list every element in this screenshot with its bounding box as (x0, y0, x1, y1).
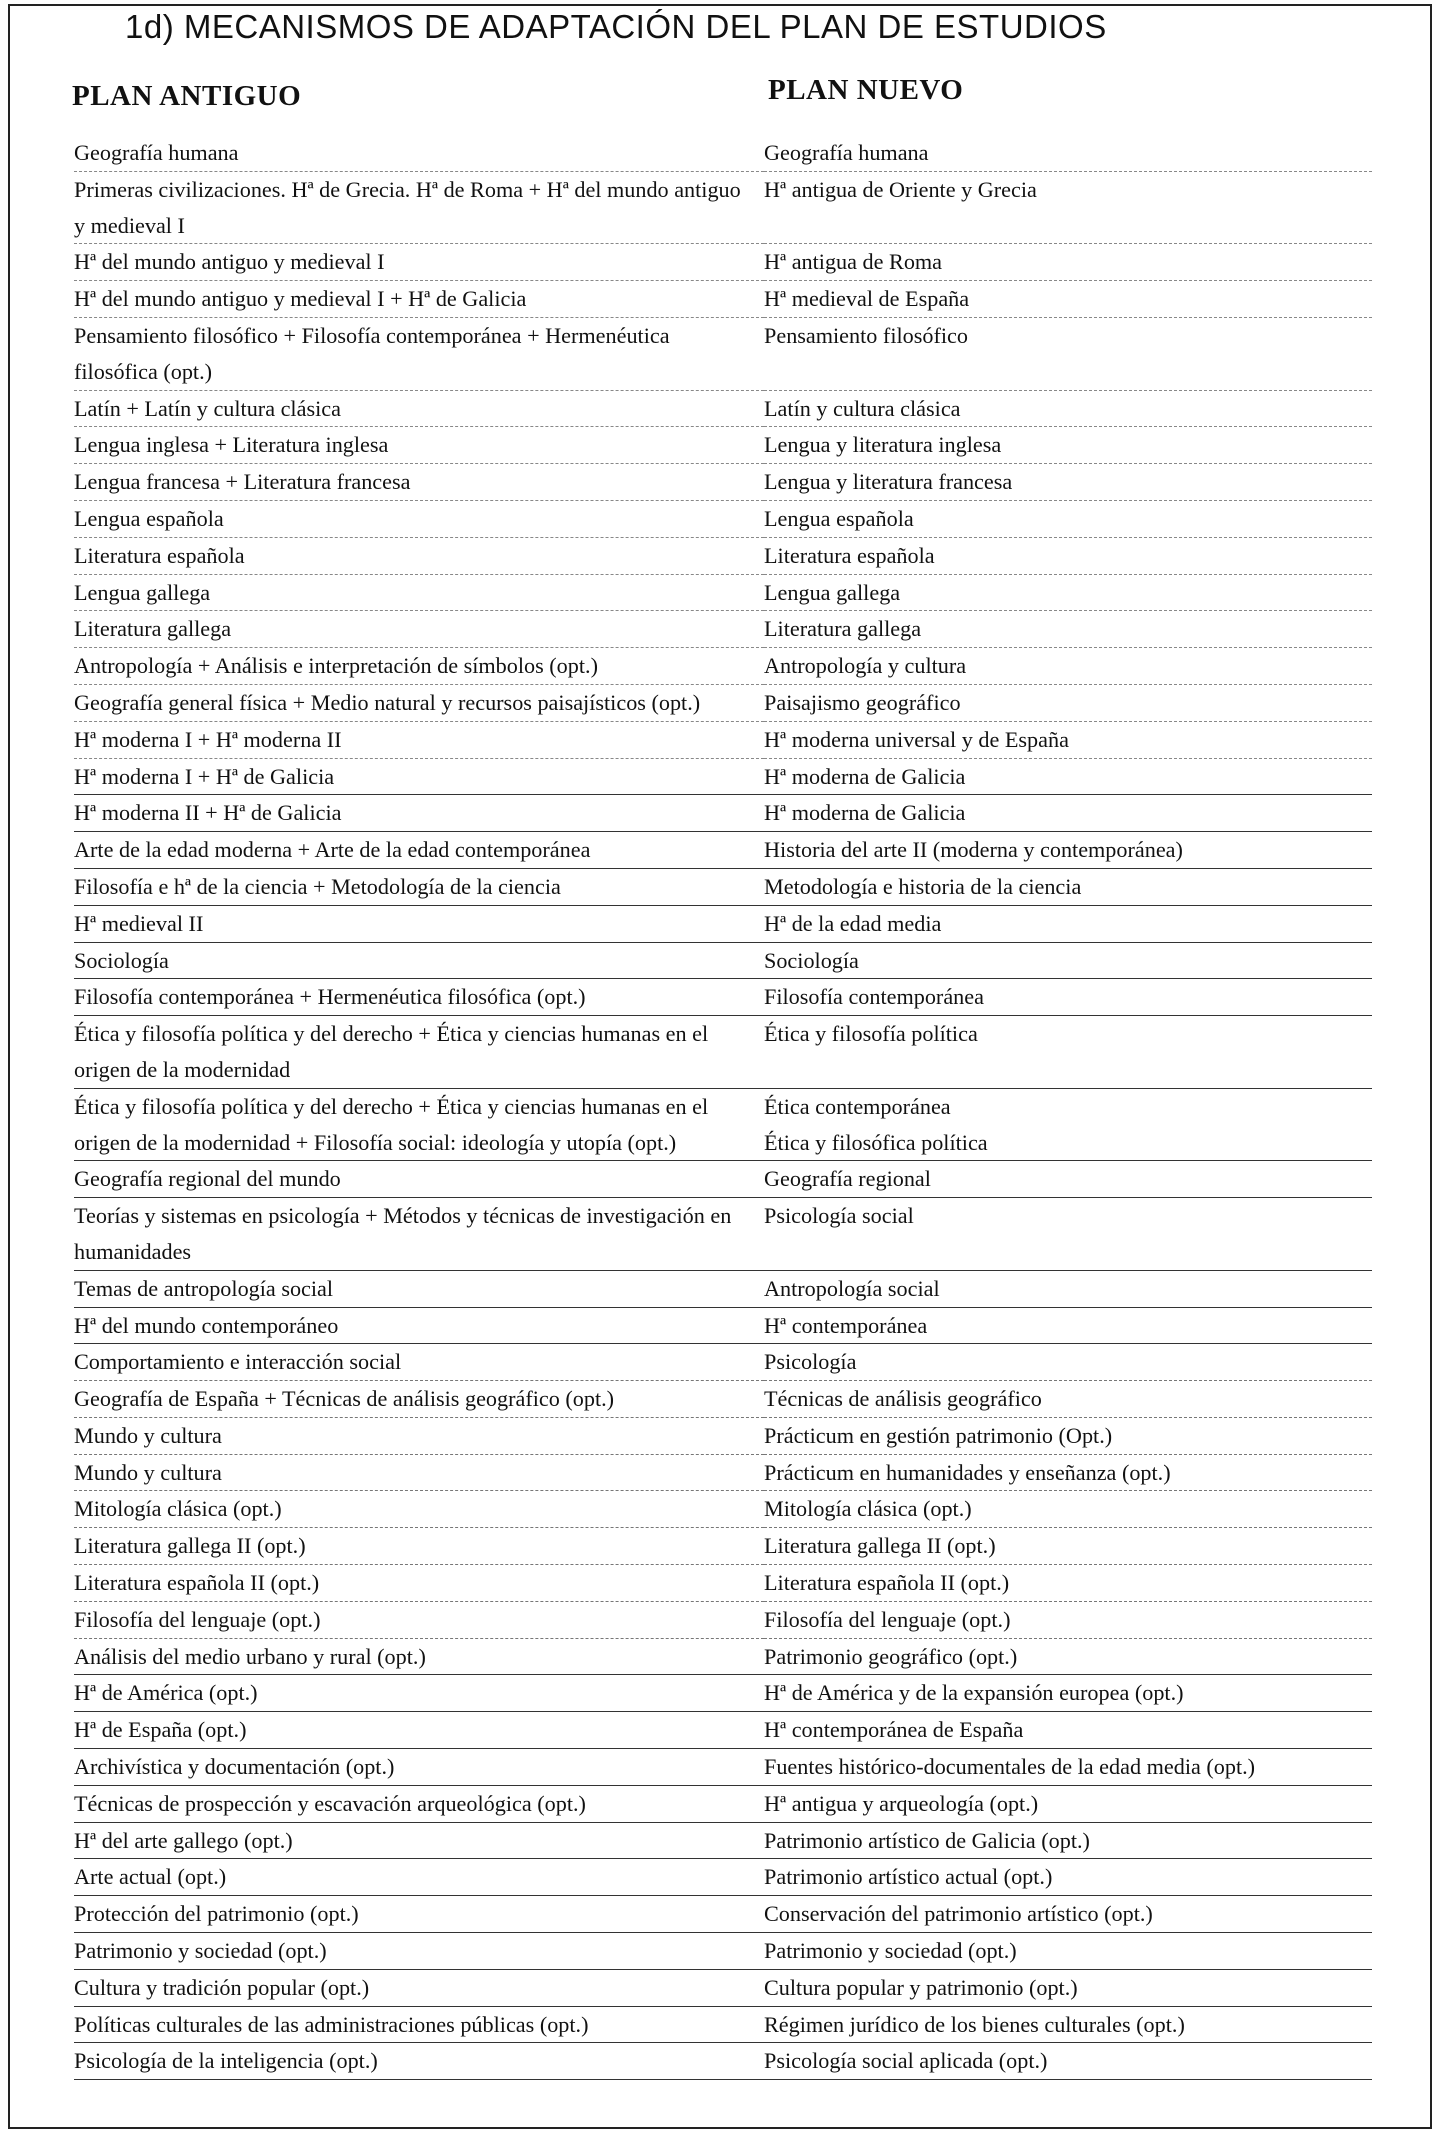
old-plan-subject: Teorías y sistemas en psicología + Métodos y técnicas de investigación en humanidades (74, 1198, 764, 1271)
new-plan-subject: Prácticum en gestión patrimonio (Opt.) (764, 1418, 1372, 1455)
new-plan-subject: Latín y cultura clásica (764, 391, 1372, 428)
old-plan-subject: Técnicas de prospección y escavación arqueológica (opt.) (74, 1786, 764, 1823)
old-plan-subject: Temas de antropología social (74, 1271, 764, 1308)
old-plan-subject: Pensamiento filosófico + Filosofía contemporánea + Hermenéutica filosófica (opt.) (74, 318, 764, 391)
new-plan-subject: Cultura popular y patrimonio (opt.) (764, 1970, 1372, 2007)
table-row (74, 1786, 1372, 1823)
new-plan-subject: Hª de América y de la expansión europea (opt.) (764, 1675, 1372, 1712)
table-row (74, 1089, 1372, 1162)
old-plan-subject: Políticas culturales de las administraciones públicas (opt.) (74, 2007, 764, 2044)
new-plan-subject: Lengua española (764, 501, 1372, 538)
new-plan-subject: Paisajismo geográfico (764, 685, 1372, 722)
table-row (74, 943, 1372, 980)
new-plan-subject: Historia del arte II (moderna y contemporánea) (764, 832, 1372, 869)
table-row (74, 1271, 1372, 1308)
old-plan-subject: Hª del mundo antiguo y medieval I + Hª de Galicia (74, 281, 764, 318)
old-plan-subject: Filosofía contemporánea + Hermenéutica filosófica (opt.) (74, 979, 764, 1016)
old-plan-subject: Literatura española (74, 538, 764, 575)
table-row (74, 1344, 1372, 1381)
table-row (74, 1161, 1372, 1198)
old-plan-subject: Ética y filosofía política y del derecho + Ética y ciencias humanas en el origen de la modernidad (74, 1016, 764, 1089)
old-plan-subject: Hª medieval II (74, 906, 764, 943)
old-plan-subject: Literatura española II (opt.) (74, 1565, 764, 1602)
new-plan-subject: Filosofía contemporánea (764, 979, 1372, 1016)
new-plan-subject: Régimen jurídico de los bienes culturales (opt.) (764, 2007, 1372, 2044)
table-row (74, 1970, 1372, 2007)
new-plan-subject: Hª antigua de Oriente y Grecia (764, 172, 1372, 245)
old-plan-subject: Protección del patrimonio (opt.) (74, 1896, 764, 1933)
table-row (74, 685, 1372, 722)
old-plan-subject: Hª del mundo contemporáneo (74, 1308, 764, 1345)
old-plan-subject: Filosofía e hª de la ciencia + Metodología de la ciencia (74, 869, 764, 906)
equivalence-table (74, 135, 1372, 2080)
old-plan-subject: Lengua francesa + Literatura francesa (74, 464, 764, 501)
table-row (74, 2043, 1372, 2080)
old-plan-subject: Primeras civilizaciones. Hª de Grecia. Hª de Roma + Hª del mundo antiguo y medieval I (74, 172, 764, 245)
new-plan-subject: Prácticum en humanidades y enseñanza (opt.) (764, 1455, 1372, 1492)
table-row (74, 1675, 1372, 1712)
old-plan-subject: Mundo y cultura (74, 1455, 764, 1492)
table-row (74, 1823, 1372, 1860)
new-plan-subject: Ética contemporánea Ética y filosófica política (764, 1089, 1372, 1162)
old-plan-subject: Geografía regional del mundo (74, 1161, 764, 1198)
old-plan-subject: Comportamiento e interacción social (74, 1344, 764, 1381)
old-plan-subject: Hª moderna I + Hª moderna II (74, 722, 764, 759)
new-plan-subject: Antropología y cultura (764, 648, 1372, 685)
table-row (74, 1712, 1372, 1749)
table-row (74, 832, 1372, 869)
new-plan-subject: Literatura española II (opt.) (764, 1565, 1372, 1602)
table-row (74, 1491, 1372, 1528)
document-title: 1d) MECANISMOS DE ADAPTACIÓN DEL PLAN DE ESTUDIOS (125, 8, 1107, 45)
new-plan-subject: Metodología e historia de la ciencia (764, 869, 1372, 906)
table-row (74, 1528, 1372, 1565)
new-plan-subject: Hª moderna de Galicia (764, 795, 1372, 832)
old-plan-subject: Hª del mundo antiguo y medieval I (74, 244, 764, 281)
table-row (74, 244, 1372, 281)
plan-antiguo-heading: PLAN ANTIGUO (72, 80, 302, 112)
new-plan-subject: Patrimonio artístico de Galicia (opt.) (764, 1823, 1372, 1860)
table-row (74, 464, 1372, 501)
new-plan-subject: Pensamiento filosófico (764, 318, 1372, 391)
new-plan-subject: Lengua y literatura francesa (764, 464, 1372, 501)
old-plan-subject: Filosofía del lenguaje (opt.) (74, 1602, 764, 1639)
new-plan-subject: Hª moderna de Galicia (764, 759, 1372, 796)
table-row (74, 759, 1372, 796)
table-row (74, 1198, 1372, 1271)
new-plan-subject: Mitología clásica (opt.) (764, 1491, 1372, 1528)
new-plan-subject: Hª moderna universal y de España (764, 722, 1372, 759)
table-row (74, 501, 1372, 538)
old-plan-subject: Mundo y cultura (74, 1418, 764, 1455)
new-plan-subject: Hª contemporánea de España (764, 1712, 1372, 1749)
old-plan-subject: Lengua española (74, 501, 764, 538)
old-plan-subject: Antropología + Análisis e interpretación de símbolos (opt.) (74, 648, 764, 685)
table-row (74, 979, 1372, 1016)
old-plan-subject: Archivística y documentación (opt.) (74, 1749, 764, 1786)
old-plan-subject: Hª moderna II + Hª de Galicia (74, 795, 764, 832)
old-plan-subject: Literatura gallega (74, 611, 764, 648)
new-plan-subject: Hª antigua y arqueología (opt.) (764, 1786, 1372, 1823)
new-plan-subject: Patrimonio geográfico (opt.) (764, 1639, 1372, 1676)
new-plan-subject: Ética y filosofía política (764, 1016, 1372, 1089)
old-plan-subject: Lengua gallega (74, 575, 764, 612)
table-row (74, 2007, 1372, 2044)
old-plan-subject: Hª moderna I + Hª de Galicia (74, 759, 764, 796)
table-row (74, 1381, 1372, 1418)
table-row (74, 795, 1372, 832)
new-plan-subject: Patrimonio artístico actual (opt.) (764, 1859, 1372, 1896)
table-row (74, 906, 1372, 943)
table-row (74, 427, 1372, 464)
new-plan-subject: Fuentes histórico-documentales de la edad media (opt.) (764, 1749, 1372, 1786)
table-row (74, 1859, 1372, 1896)
old-plan-subject: Hª de América (opt.) (74, 1675, 764, 1712)
new-plan-subject: Literatura española (764, 538, 1372, 575)
old-plan-subject: Lengua inglesa + Literatura inglesa (74, 427, 764, 464)
table-row (74, 1896, 1372, 1933)
table-row (74, 575, 1372, 612)
old-plan-subject: Geografía humana (74, 135, 764, 172)
table-row (74, 172, 1372, 245)
old-plan-subject: Sociología (74, 943, 764, 980)
new-plan-subject: Literatura gallega (764, 611, 1372, 648)
table-row (74, 1016, 1372, 1089)
old-plan-subject: Latín + Latín y cultura clásica (74, 391, 764, 428)
new-plan-subject: Psicología (764, 1344, 1372, 1381)
table-row (74, 1602, 1372, 1639)
table-row (74, 1749, 1372, 1786)
table-row (74, 1455, 1372, 1492)
new-plan-subject: Hª contemporánea (764, 1308, 1372, 1345)
new-plan-subject: Hª medieval de España (764, 281, 1372, 318)
table-row (74, 281, 1372, 318)
table-row (74, 1565, 1372, 1602)
plan-nuevo-heading: PLAN NUEVO (768, 74, 964, 106)
new-plan-subject: Antropología social (764, 1271, 1372, 1308)
old-plan-subject: Mitología clásica (opt.) (74, 1491, 764, 1528)
new-plan-subject: Técnicas de análisis geográfico (764, 1381, 1372, 1418)
table-row (74, 318, 1372, 391)
table-row (74, 1933, 1372, 1970)
new-plan-subject: Literatura gallega II (opt.) (764, 1528, 1372, 1565)
old-plan-subject: Geografía de España + Técnicas de análisis geográfico (opt.) (74, 1381, 764, 1418)
old-plan-subject: Arte de la edad moderna + Arte de la edad contemporánea (74, 832, 764, 869)
new-plan-subject: Psicología social aplicada (opt.) (764, 2043, 1372, 2080)
table-row (74, 1418, 1372, 1455)
old-plan-subject: Psicología de la inteligencia (opt.) (74, 2043, 764, 2080)
old-plan-subject: Patrimonio y sociedad (opt.) (74, 1933, 764, 1970)
new-plan-subject: Sociología (764, 943, 1372, 980)
table-row (74, 538, 1372, 575)
new-plan-subject: Geografía regional (764, 1161, 1372, 1198)
old-plan-subject: Literatura gallega II (opt.) (74, 1528, 764, 1565)
new-plan-subject: Patrimonio y sociedad (opt.) (764, 1933, 1372, 1970)
new-plan-subject: Filosofía del lenguaje (opt.) (764, 1602, 1372, 1639)
old-plan-subject: Análisis del medio urbano y rural (opt.) (74, 1639, 764, 1676)
new-plan-subject: Lengua gallega (764, 575, 1372, 612)
new-plan-subject: Geografía humana (764, 135, 1372, 172)
table-row (74, 1639, 1372, 1676)
old-plan-subject: Ética y filosofía política y del derecho + Ética y ciencias humanas en el origen de la modernidad + Filosofía social: ideología y utopía (opt.) (74, 1089, 764, 1162)
old-plan-subject: Hª de España (opt.) (74, 1712, 764, 1749)
table-row (74, 869, 1372, 906)
old-plan-subject: Arte actual (opt.) (74, 1859, 764, 1896)
table-row (74, 611, 1372, 648)
table-row (74, 648, 1372, 685)
new-plan-subject: Psicología social (764, 1198, 1372, 1271)
table-row (74, 135, 1372, 172)
table-row (74, 1308, 1372, 1345)
new-plan-subject: Lengua y literatura inglesa (764, 427, 1372, 464)
table-row (74, 391, 1372, 428)
old-plan-subject: Cultura y tradición popular (opt.) (74, 1970, 764, 2007)
old-plan-subject: Geografía general física + Medio natural y recursos paisajísticos (opt.) (74, 685, 764, 722)
new-plan-subject: Hª de la edad media (764, 906, 1372, 943)
table-row (74, 722, 1372, 759)
new-plan-subject: Conservación del patrimonio artístico (opt.) (764, 1896, 1372, 1933)
new-plan-subject: Hª antigua de Roma (764, 244, 1372, 281)
old-plan-subject: Hª del arte gallego (opt.) (74, 1823, 764, 1860)
